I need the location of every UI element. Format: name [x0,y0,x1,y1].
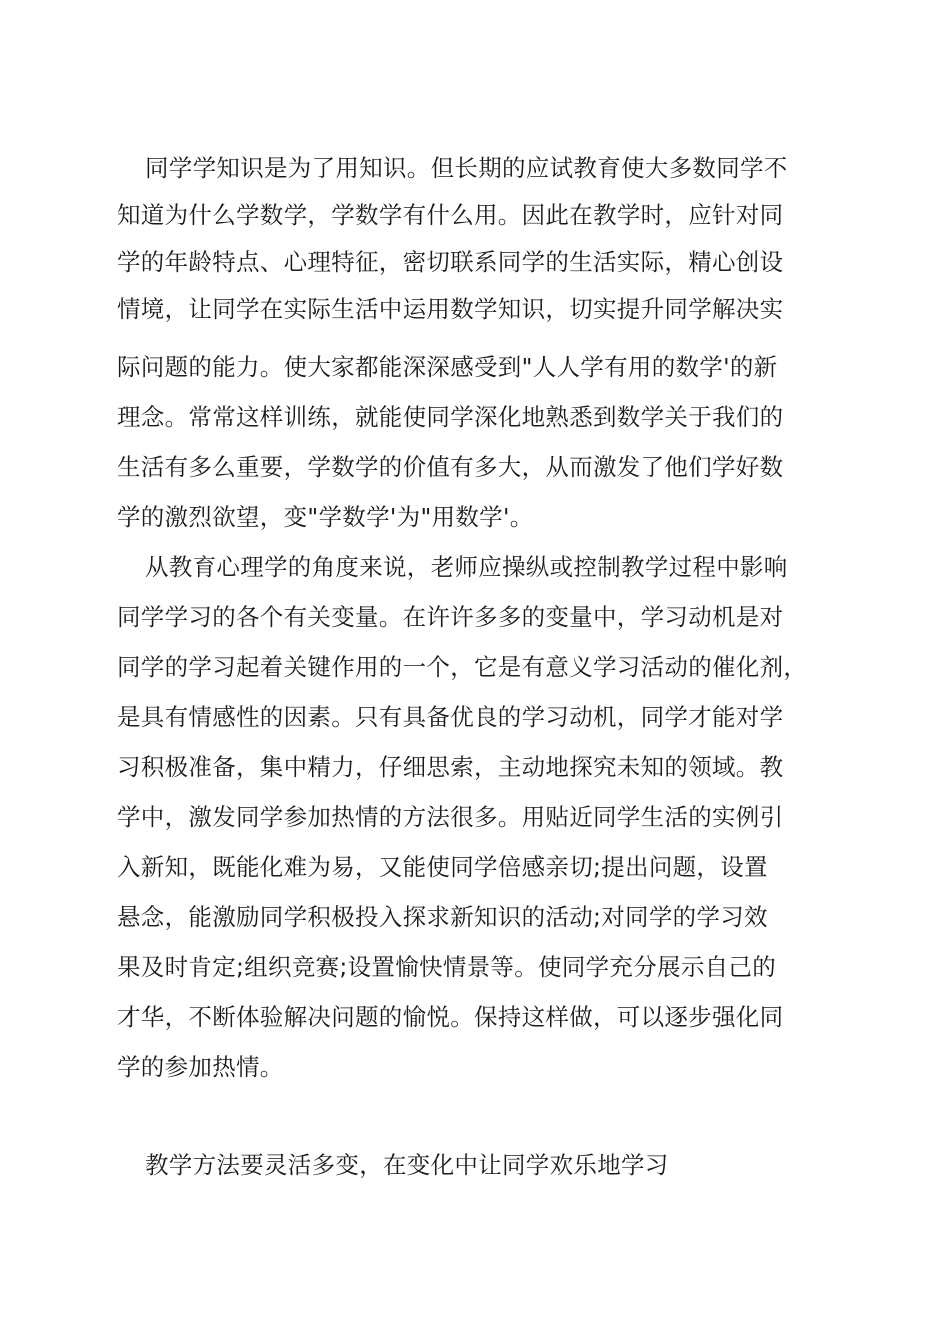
paragraph-2-line-2: 同学学习的各个有关变量。在许许多多的变量中，学习动机是对 [117,603,784,631]
paragraph-1-line-5: 际问题的能力。使大家都能深深感受到"人人学有用的数学'的新 [117,353,778,381]
paragraph-2-line-4: 是具有情感性的因素。只有具备优良的学习动机，同学才能对学 [117,703,784,731]
paragraph-2-line-5: 习积极准备，集中精力，仔细思索，主动地探究未知的领域。教 [117,753,784,781]
paragraph-1-line-3: 学的年龄特点、心理特征，密切联系同学的生活实际，精心创设 [117,248,784,276]
section-heading: 教学方法要灵活多变，在变化中让同学欢乐地学习 [145,1151,669,1179]
paragraph-2-line-11: 学的参加热情。 [117,1053,284,1081]
paragraph-1-line-7: 生活有多么重要，学数学的价值有多大，从而激发了他们学好数 [117,453,784,481]
paragraph-2-line-9: 果及时肯定;组织竞赛;设置愉快情景等。使同学充分展示自己的 [117,953,777,981]
paragraph-1-line-4: 情境，让同学在实际生活中运用数学知识，切实提升同学解决实 [117,295,784,323]
paragraph-2-line-6: 学中，激发同学参加热情的方法很多。用贴近同学生活的实例引 [117,803,784,831]
paragraph-2-line-7: 入新知，既能化难为易，又能使同学倍感亲切;提出问题，设置 [117,853,768,881]
paragraph-1-line-2: 知道为什么学数学，学数学有什么用。因此在教学时，应针对同 [117,201,784,229]
paragraph-2-line-1: 从教育心理学的角度来说，老师应操纵或控制教学过程中影响 [145,553,788,581]
paragraph-2-line-8: 悬念，能激励同学积极投入探求新知识的活动;对同学的学习效 [117,903,768,931]
paragraph-1-line-6: 理念。常常这样训练，就能使同学深化地熟悉到数学关于我们的 [117,403,784,431]
paragraph-1-line-1: 同学学知识是为了用知识。但长期的应试教育使大多数同学不 [145,154,788,182]
paragraph-1-line-8: 学的激烈欲望，变"学数学'为"用数学'。 [117,503,534,531]
paragraph-2-line-10: 才华，不断体验解决问题的愉悦。保持这样做，可以逐步强化同 [117,1003,784,1031]
paragraph-2-line-3: 同学的学习起着关键作用的一个，它是有意义学习活动的催化剂， [117,653,808,681]
